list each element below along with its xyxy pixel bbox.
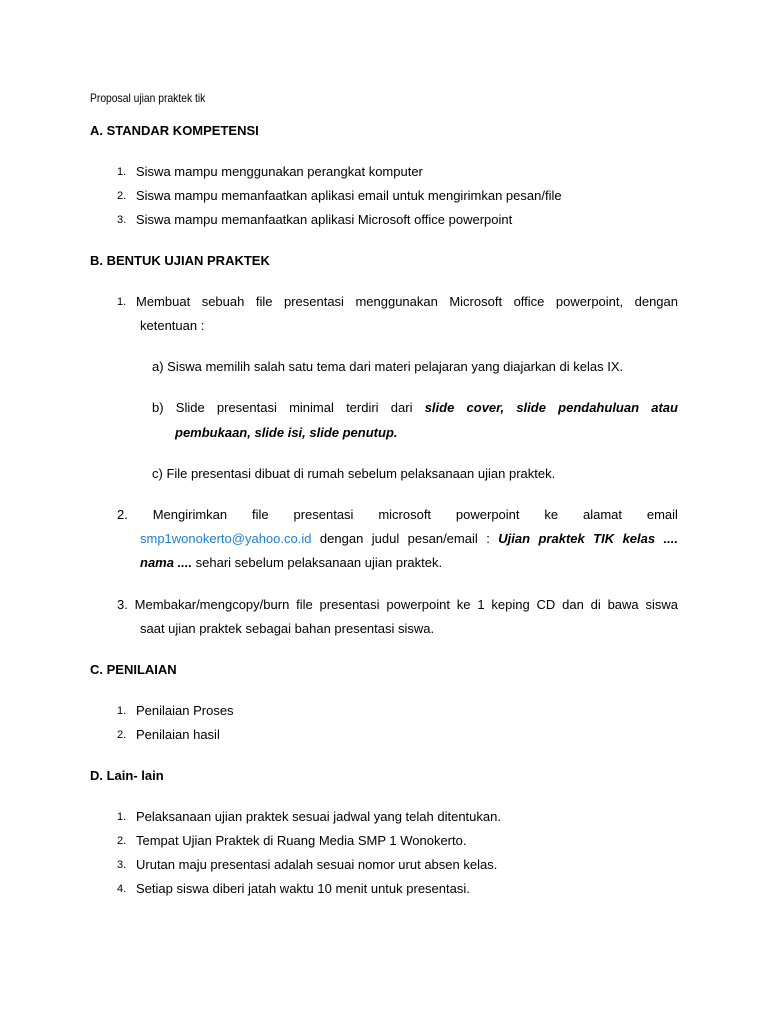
b2-word: presentasi bbox=[293, 507, 354, 522]
b2-line1 bbox=[117, 507, 678, 522]
b2-after-email: dengan judul pesan/email : bbox=[319, 531, 490, 546]
b2-word: file bbox=[251, 507, 269, 522]
list-item-number: 1. bbox=[117, 296, 127, 308]
email-link[interactable]: smp1wonokerto@yahoo.co.id bbox=[140, 531, 312, 546]
list-item: Pelaksanaan ujian praktek sesuai jadwal yang telah ditentukan. bbox=[136, 809, 501, 824]
section-a-heading: A. STANDAR KOMPETENSI bbox=[90, 123, 259, 138]
list-item-number: 1. bbox=[117, 705, 127, 717]
b2-word: email bbox=[646, 507, 678, 522]
list-item: Penilaian Proses bbox=[136, 703, 234, 718]
b3-line2: saat ujian praktek sebagai bahan presentasi siswa. bbox=[140, 621, 435, 636]
document-title: Proposal ujian praktek tik bbox=[90, 91, 206, 105]
b2-line2 bbox=[140, 531, 678, 549]
list-item-number: 4. bbox=[117, 883, 127, 895]
list-item: Siswa mampu memanfaatkan aplikasi email untuk mengirimkan pesan/file bbox=[136, 188, 562, 203]
list-item-number: 1. bbox=[117, 811, 127, 823]
b2-tail: sehari sebelum pelaksanaan ujian praktek. bbox=[195, 555, 443, 570]
b1-sub-b-bold2: pembukaan, slide isi, slide penutup. bbox=[175, 425, 398, 440]
b2-word: Mengirimkan bbox=[152, 507, 228, 522]
section-d-heading: D. Lain- lain bbox=[90, 768, 164, 783]
list-item: Setiap siswa diberi jatah waktu 10 menit untuk presentasi. bbox=[136, 881, 470, 896]
b3-line1: 3. Membakar/mengcopy/burn file presentasi powerpoint ke 1 keping CD dan di bawa siswa bbox=[117, 597, 678, 612]
b1-sub-a: a) Siswa memilih salah satu tema dari materi pelajaran yang diajarkan di kelas IX. bbox=[152, 359, 624, 374]
b1-sub-b-prefix: b) Slide presentasi minimal terdiri dari bbox=[152, 400, 413, 415]
list-item: Tempat Ujian Praktek di Ruang Media SMP 1 Wonokerto. bbox=[136, 833, 467, 848]
list-item: Siswa mampu memanfaatkan aplikasi Microsoft office powerpoint bbox=[136, 212, 513, 227]
b1-line2: ketentuan : bbox=[140, 318, 205, 333]
b2-subject: Ujian praktek TIK kelas .... bbox=[498, 531, 678, 546]
list-item-number: 3. bbox=[117, 214, 127, 226]
b1-sub-c: c) File presentasi dibuat di rumah sebelum pelaksanaan ujian praktek. bbox=[152, 466, 556, 481]
b1-sub-b-bold1: slide cover, slide pendahuluan atau bbox=[424, 400, 678, 415]
list-item-number: 2. bbox=[117, 190, 127, 202]
b1-sub-b-line1 bbox=[152, 400, 678, 418]
b2-word: ke bbox=[544, 507, 559, 522]
list-item-number: 2. bbox=[117, 729, 127, 741]
b2-num: 2. bbox=[117, 507, 128, 522]
section-b-heading: B. BENTUK UJIAN PRAKTEK bbox=[90, 253, 270, 268]
list-item-number: 1. bbox=[117, 166, 127, 178]
b2-word: powerpoint bbox=[455, 507, 520, 522]
list-item-number: 3. bbox=[117, 859, 127, 871]
list-item: Siswa mampu menggunakan perangkat komputer bbox=[136, 164, 423, 179]
list-item-number: 2. bbox=[117, 835, 127, 847]
b2-name: nama .... bbox=[140, 555, 193, 570]
list-item: Urutan maju presentasi adalah sesuai nomor urut absen kelas. bbox=[136, 857, 498, 872]
list-item: Penilaian hasil bbox=[136, 727, 220, 742]
b2-word: microsoft bbox=[378, 507, 432, 522]
section-c-heading: C. PENILAIAN bbox=[90, 662, 177, 677]
b1-line1: Membuat sebuah file presentasi menggunakan Microsoft office powerpoint, dengan bbox=[136, 294, 678, 309]
b2-line3 bbox=[140, 555, 442, 570]
b2-word: alamat bbox=[582, 507, 622, 522]
